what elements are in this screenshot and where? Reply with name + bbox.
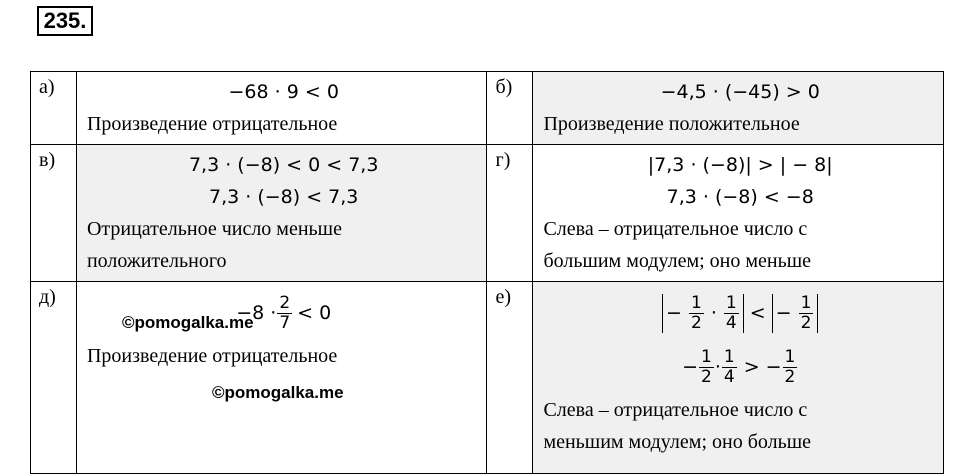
fraction-denominator: 4	[723, 366, 735, 387]
text-g-2: большим модулем; оно меньше	[543, 250, 811, 272]
cell-g	[533, 145, 944, 282]
fraction-numerator: 1	[723, 346, 735, 367]
minus-sign: −	[665, 301, 682, 324]
minus-sign: −	[775, 301, 792, 324]
fraction	[722, 348, 737, 387]
minus-sign: −	[682, 356, 698, 378]
watermark: ©pomogalka.me	[122, 313, 254, 332]
fraction-numerator: 1	[700, 346, 712, 367]
fraction	[783, 348, 798, 387]
abs-right	[772, 294, 819, 333]
solution-table	[30, 71, 944, 474]
fraction-numerator: 2	[279, 292, 291, 313]
math-e-2	[543, 340, 937, 394]
cell-v	[76, 145, 487, 282]
math-b: −4,5 · (−45) > 0	[660, 81, 820, 103]
dot-sign: ·	[710, 301, 717, 324]
math-d-suffix: < 0	[297, 302, 332, 324]
dot-sign: ·	[714, 356, 721, 378]
fraction	[724, 294, 739, 333]
cell-label-e: е)	[487, 282, 533, 474]
fraction-denominator: 7	[279, 312, 291, 333]
table-row	[31, 145, 944, 282]
fraction-denominator: 2	[700, 366, 712, 387]
cell-label-g: г)	[487, 145, 533, 282]
text-d: Произведение отрицательное	[86, 345, 338, 367]
cell-label-a: а)	[31, 72, 77, 145]
cell-a	[76, 72, 487, 145]
less-sign: <	[749, 302, 766, 324]
math-g-2: 7,3 · (−8) < −8	[666, 186, 814, 208]
table-row	[31, 282, 944, 474]
math-d-prefix: −8 ·	[236, 302, 277, 324]
table-row	[31, 72, 944, 145]
fraction-denominator: 2	[800, 312, 812, 333]
cell-label-d: д)	[31, 282, 77, 474]
cell-e	[533, 282, 944, 474]
cell-d	[76, 282, 487, 474]
math-a: −68 · 9 < 0	[228, 81, 339, 103]
cell-label-b: б)	[487, 72, 533, 145]
fraction	[699, 348, 714, 387]
fraction-numerator: 1	[725, 292, 737, 313]
text-v-1: Отрицательное число меньше	[86, 218, 342, 240]
fraction	[799, 294, 814, 333]
minus-sign: −	[765, 356, 782, 378]
fraction-numerator: 1	[784, 346, 796, 367]
cell-b	[533, 72, 944, 145]
abs-left	[662, 294, 744, 333]
cell-label-v: в)	[31, 145, 77, 282]
text-v-2: положительного	[86, 250, 227, 272]
math-g-1: |7,3 · (−8)| > | − 8|	[647, 154, 833, 176]
text-e-1: Слева – отрицательное число с	[543, 399, 808, 421]
fraction-numerator: 1	[800, 292, 812, 313]
fraction-denominator: 4	[725, 312, 737, 333]
math-e-1	[543, 286, 937, 340]
fraction-numerator: 1	[690, 292, 702, 313]
text-a: Произведение отрицательное	[86, 113, 338, 135]
fraction	[689, 294, 704, 333]
text-b: Произведение положительное	[543, 113, 800, 135]
text-g-1: Слева – отрицательное число с	[543, 218, 808, 240]
greater-sign: >	[743, 356, 760, 378]
math-v-2: 7,3 · (−8) < 7,3	[209, 186, 359, 208]
fraction-denominator: 2	[784, 366, 796, 387]
watermark: ©pomogalka.me	[212, 383, 344, 402]
fraction	[277, 294, 292, 333]
text-e-2: меньшим модулем; оно больше	[543, 431, 811, 453]
task-number: 235.	[37, 6, 93, 36]
fraction-denominator: 2	[690, 312, 702, 333]
math-v-1: 7,3 · (−8) < 0 < 7,3	[188, 154, 379, 176]
